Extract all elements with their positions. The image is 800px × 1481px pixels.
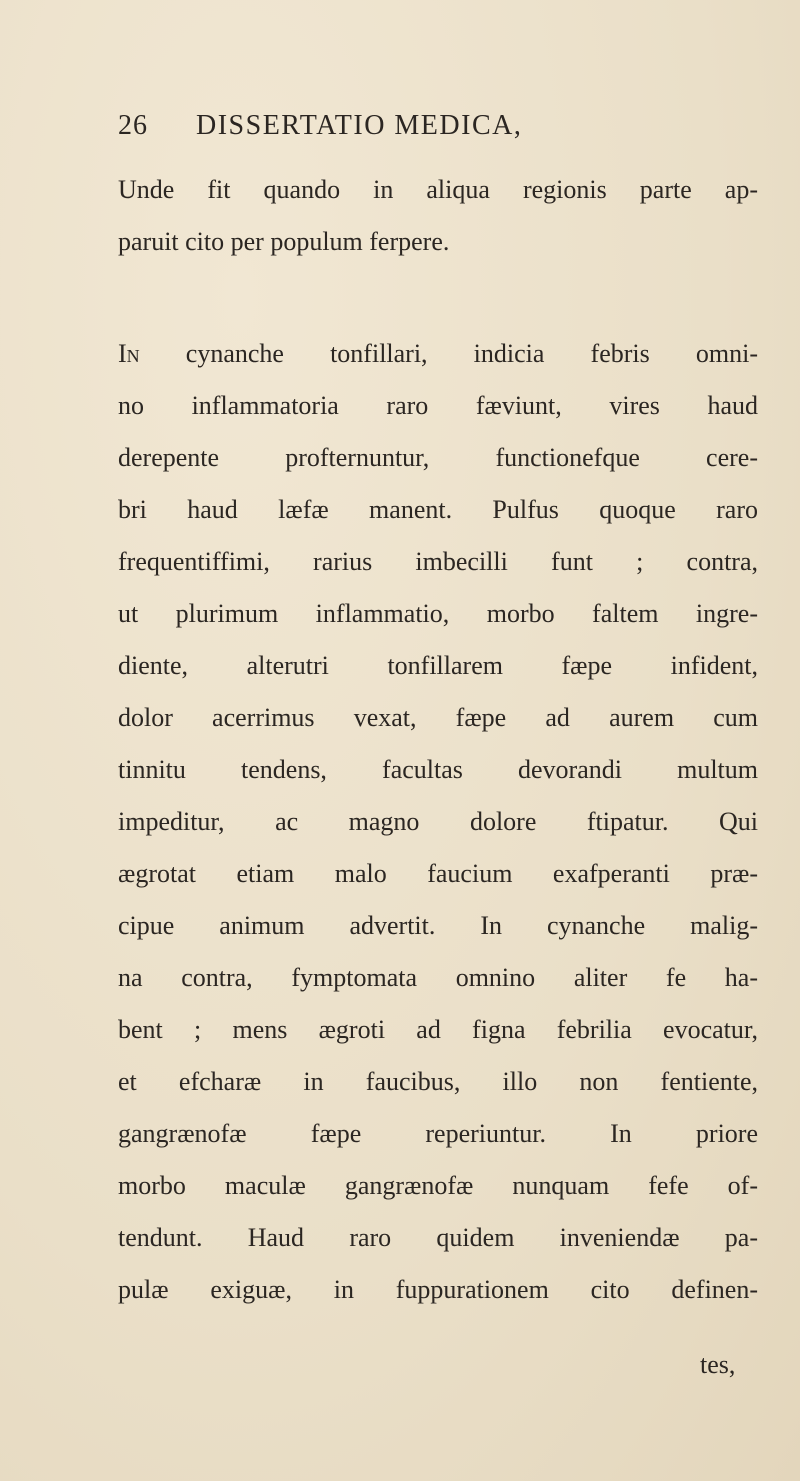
text-line: morbo maculæ gangrænofæ nunquam fefe of- (118, 1171, 758, 1200)
text-line: bri haud læfæ manent. Pulfus quoque raro (118, 495, 758, 524)
catchword: tes, (700, 1350, 736, 1379)
text-line: dolor acerrimus vexat, fæpe ad aurem cum (118, 703, 758, 732)
text-line: no inflammatoria raro fæviunt, vires haud (118, 391, 758, 420)
text-line: Unde fit quando in aliqua regionis parte ap- (118, 175, 758, 204)
text-segment: cynanche tonfillari, indicia febris omni- (139, 339, 758, 368)
text-line: tendunt. Haud raro quidem inveniendæ pa- (118, 1223, 758, 1252)
text-line: gangrænofæ fæpe reperiuntur. In priore (118, 1119, 758, 1148)
paragraph-opening-line (118, 334, 758, 374)
text-line: na contra, fymptomata omnino aliter fe ha- (118, 963, 758, 992)
page-header (118, 110, 522, 154)
text-line: diente, alterutri tonfillarem fæpe infident, (118, 651, 758, 680)
text-line: et efcharæ in faucibus, illo non fentiente, (118, 1067, 758, 1096)
text-line: frequentiffimi, rarius imbecilli funt ; contra, (118, 547, 758, 576)
text-line: cipue animum advertit. In cynanche malig- (118, 911, 758, 940)
text-line: pulæ exiguæ, in fuppurationem cito definen- (118, 1275, 758, 1304)
text-line: tinnitu tendens, facultas devorandi multum (118, 755, 758, 784)
text-line: ægrotat etiam malo faucium exafperanti præ- (118, 859, 758, 888)
text-line: paruit cito per populum ferpere. (118, 227, 450, 256)
text-line: bent ; mens ægroti ad figna febrilia evocatur, (118, 1015, 758, 1044)
page-number: 26 (118, 110, 148, 141)
text-line: derepente profternuntur, functionefque cere- (118, 443, 758, 472)
text-line: impeditur, ac magno dolore ftipatur. Qui (118, 807, 758, 836)
running-title: DISSERTATIO MEDICA, (196, 110, 523, 141)
initial-word: In (118, 339, 140, 368)
text-line: ut plurimum inflammatio, morbo faltem ingre- (118, 599, 758, 628)
